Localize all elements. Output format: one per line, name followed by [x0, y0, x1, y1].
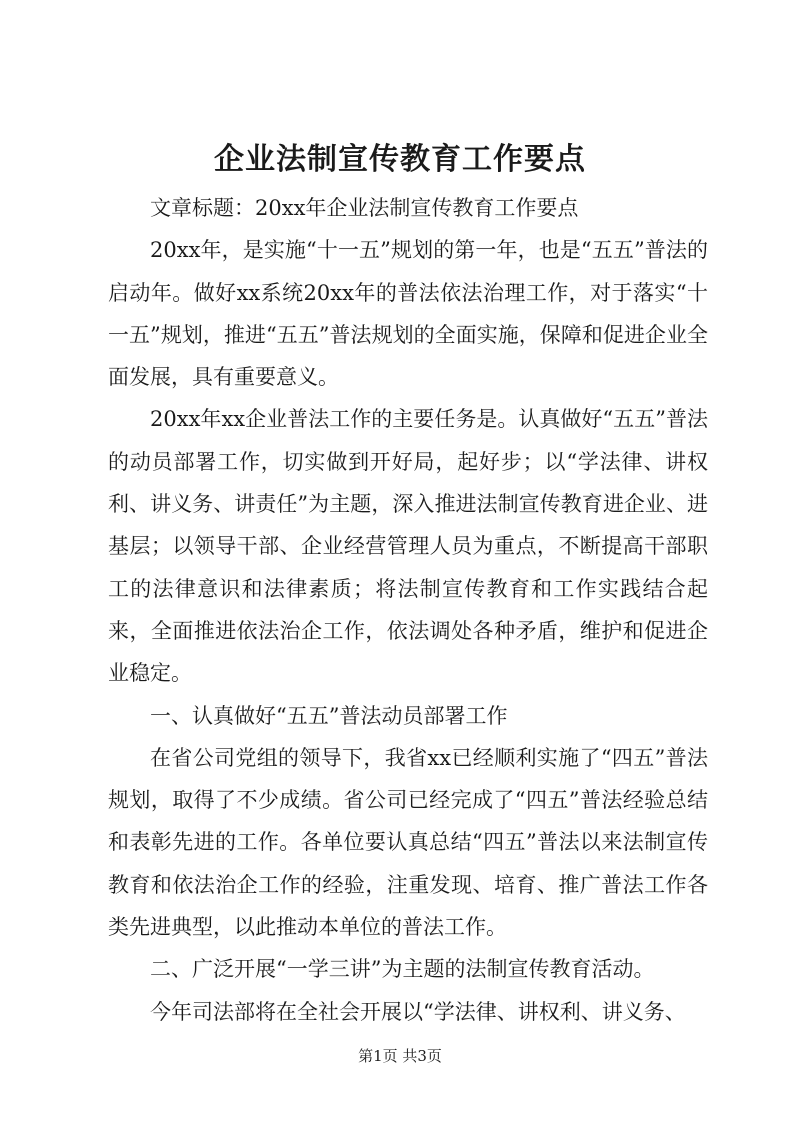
- section-heading-2: 二、广泛开展“一学三讲”为主题的法制宣传教育活动。: [150, 957, 655, 982]
- paragraph-intro: 20xx年，是实施“十一五”规划的第一年，也是“五五”普法的启动年。做好xx系统20xx年的普法依法治理工作，对于落实“十一五”规划，推进“五五”普法规划的全面实施，保障和促进企业全面发展，具有重要意义。: [108, 238, 708, 390]
- paragraph-article-title: 文章标题：20xx年企业法制宣传教育工作要点: [150, 196, 579, 220]
- paragraph-section-1: 在省公司党组的领导下，我省xx已经顺利实施了“四五”普法规划，取得了不少成绩。省公司已经完成了“四五”普法经验总结和表彰先进的工作。各单位要认真总结“四五”普法以来法制宣传教育和依法治企工作的经验，注重发现、培育、推广普法工作各类先进典型，以此推动本单位的普法工作。: [108, 745, 708, 940]
- paragraph-main-tasks: 20xx年xx企业普法工作的主要任务是。认真做好“五五”普法的动员部署工作，切实做到开好局，起好步；以“学法律、讲权利、讲义务、讲责任”为主题，深入推进法制宣传教育进企业、进基层；以领导干部、企业经营管理人员为重点，不断提高干部职工的法律意识和法律素质；将法制宣传教育和工作实践结合起来，全面推进依法治企工作，依法调处各种矛盾，维护和促进企业稳定。: [108, 407, 708, 686]
- page-number-footer: 第1页 共3页: [358, 1047, 442, 1065]
- paragraph-section-2: 今年司法部将在全社会开展以“学法律、讲权利、讲义务、: [150, 999, 686, 1024]
- document-body: [108, 187, 708, 1033]
- section-heading-1: 一、认真做好“五五”普法动员部署工作: [150, 703, 508, 728]
- document-title: 企业法制宣传教育工作要点: [214, 142, 586, 177]
